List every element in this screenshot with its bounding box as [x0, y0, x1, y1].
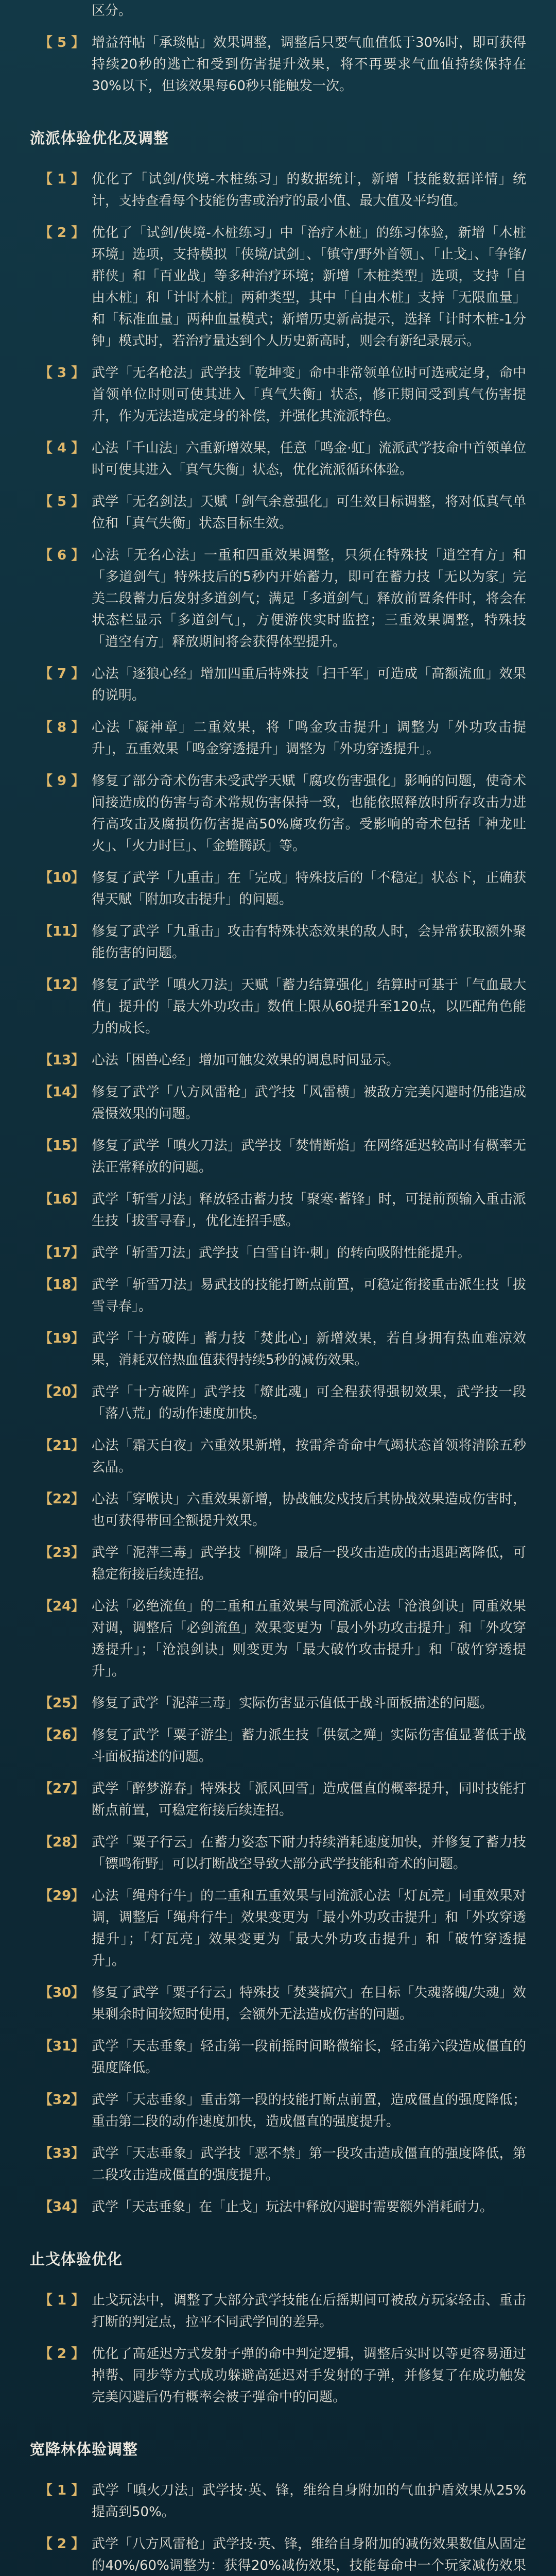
item-text: 修复了武学「八方风雷枪」武学技「风雷横」被敌方完美闪避时仍能造成震慑效果的问题。 — [92, 1084, 526, 1122]
item-text: 心法「必绝流鱼」的二重和五重效果与同流派心法「沧浪剑诀」同重效果对调，调整后「必剑流鱼」效果变更为「最小外功攻击提升」和「外攻穿透提升」；「沧浪剑诀」则变更为「最大破竹攻击提升」和「破竹穿透提升」。 — [92, 1599, 526, 1679]
item-number: 【28】 — [39, 1835, 85, 1850]
item-number: 【12】 — [39, 977, 85, 993]
item-text: 修复了武学「泥萍三毒」实际伤害显示值低于战斗面板描述的问题。 — [92, 1696, 494, 1711]
item-number: 【34】 — [39, 2199, 85, 2215]
item-number: 【22】 — [39, 1492, 85, 1507]
list-item — [30, 2143, 526, 2186]
item-text: 心法「千山法」六重新增效果，任意「鸣金·虹」流派武学技命中首领单位时可使其进入「真气失衡」状态，优化流派循环体验。 — [92, 440, 526, 478]
item-number: 【29】 — [39, 1888, 85, 1904]
item-number: 【 5 】 — [39, 494, 85, 510]
item-number: 【11】 — [39, 924, 85, 939]
item-text: 优化了高延迟方式发射子弹的命中判定逻辑，调整后实时以等更容易通过掉帮、同步等方式成功躲避高延迟对手发射的子弹，并修复了在成功触发完美闪避后仍有概率会被子弹命中的问题。 — [92, 2346, 526, 2405]
list-item — [30, 921, 526, 964]
item-number: 【13】 — [39, 1053, 85, 1068]
list-item — [30, 2480, 526, 2523]
list-item — [30, 974, 526, 1039]
item-text: 武学「天志垂象」轻击第一段前摇时间略微缩长，轻击第六段造成僵直的强度降低。 — [92, 2039, 526, 2076]
item-text: 心法「绳舟行牛」的二重和五重效果与同流派心法「灯瓦亮」同重效果对调，调整后「绳舟行牛」效果变更为「最小外功攻击提升」和「外攻穿透提升」；「灯瓦亮」效果变更为「最大外功攻击提升」和「破竹穿透提升」。 — [92, 1888, 526, 1969]
list-item — [30, 1328, 526, 1371]
item-number: 【 6 】 — [39, 548, 85, 563]
item-text: 修复了武学「九重击」在「完成」特殊技后的「不稳定」状态下，正确获得天赋「附加攻击提升」的问题。 — [92, 870, 526, 907]
item-text: 武学「天志垂象」武学技「恶不禁」第一段攻击造成僵直的强度降低，第二段攻击造成僵直的强度提升。 — [92, 2146, 526, 2183]
list-item — [30, 1242, 526, 1264]
list-item — [30, 362, 526, 427]
list-item — [30, 1778, 526, 1821]
list-item — [30, 1488, 526, 1532]
item-text: 心法「凝神章」二重效果，将「鸣金攻击提升」调整为「外功攻击提升」，五重效果「鸣金穿透提升」调整为「外功穿透提升」。 — [92, 720, 526, 757]
item-text: 武学「无名枪法」武学技「乾坤变」命中非常领单位时可选戒定身，命中首领单位时则可使其进入「真气失衡」状态，修正期间受到真气伤害提升，作为无法造成定身的补偿，并强化其流派特色。 — [92, 365, 526, 424]
item-text: 优化了「试剑/侠境-木桩练习」中「治疗木桩」的练习体验，新增「木桩环境」选项，支持模拟「侠境/试剑」、「镇守/野外首领」、「止戈」、「争锋/群侠」和「百业战」等多种治疗环境；新增「木桩类型」选项，支持「自由木桩」和「计时木桩」两种类型，其中「自由木桩」支持「无限血量」和「标准血量」两种血量模式；新增历史新高提示，选择「计时木桩-1分钟」模式时，若治疗量达到个人历史新高时，则会有新纪录展示。 — [92, 225, 526, 349]
list-item — [30, 867, 526, 910]
item-number: 【10】 — [39, 870, 85, 886]
item-text: 心法「穿喉诀」六重效果新增，协战触发戍技后其协战效果造成伤害时，也可获得带回全额提升效果。 — [92, 1492, 526, 1529]
list-item — [30, 1982, 526, 2025]
list-item — [30, 1596, 526, 1682]
list-item — [30, 491, 526, 534]
section-title: 流派体验优化及调整 — [30, 129, 169, 147]
item-number: 【14】 — [39, 1084, 85, 1100]
list-item — [30, 2290, 526, 2333]
item-number: 【26】 — [39, 1727, 85, 1743]
list-item — [30, 1542, 526, 1585]
item-number: 【32】 — [39, 2092, 85, 2108]
list-item — [30, 32, 526, 97]
item-text: 修复了武学「嗔火刀法」天赋「蓄力结算强化」结算时可基于「气血最大值」提升的「最大外功攻击」数值上限从60提升至120点，以匹配角色能力的成长。 — [92, 977, 526, 1036]
item-number: 【17】 — [39, 1245, 85, 1261]
item-text: 武学「斩雪刀法」武学技「白雪自许·刺」的转向吸附性能提升。 — [92, 1245, 471, 1261]
item-text: 武学「斩雪刀法」释放轻击蓄力技「聚寒·蓄锋」时，可提前预输入重击派生技「拔雪寻春」，优化连招手感。 — [92, 1192, 526, 1229]
list-item — [30, 437, 526, 481]
item-text: 武学「天志垂象」在「止戈」玩法中释放闪避时需要额外消耗耐力。 — [92, 2199, 494, 2215]
list-item — [30, 1692, 526, 1714]
section — [30, 127, 526, 2218]
item-number: 【30】 — [39, 1985, 85, 2001]
item-text: 修复了武学「粟子行云」特殊技「焚葵搞穴」在目标「失魂落魄/失魂」效果剩余时间较短时使用，会额外无法造成伤害的问题。 — [92, 1985, 526, 2022]
item-number: 【 2 】 — [39, 225, 85, 241]
item-number: 【20】 — [39, 1384, 85, 1400]
item-text: 武学「斩雪刀法」易武技的技能打断点前置，可稳定衔接重击派生技「拔雪寻春」。 — [92, 1277, 526, 1314]
item-number: 【33】 — [39, 2146, 85, 2161]
item-number: 【25】 — [39, 1696, 85, 1711]
item-text: 增益符帖「承琰帖」效果调整，调整后只要气血值低于30%时，即可获得持续20秒的逃亡和受到伤害提升效果，将不再要求气血值持续保持在30%以下，但该效果每60秒只能触发一次。 — [92, 35, 526, 94]
item-number: 【19】 — [39, 1331, 85, 1346]
list-item — [30, 1885, 526, 1972]
section — [30, 2438, 526, 2576]
item-number: 【18】 — [39, 1277, 85, 1293]
list-item — [30, 770, 526, 857]
sections-container — [30, 127, 526, 2576]
list-item — [30, 1049, 526, 1071]
item-number: 【 5 】 — [39, 35, 85, 50]
list-item — [30, 1081, 526, 1125]
item-number: 【 9 】 — [39, 773, 85, 789]
list-item — [30, 222, 526, 352]
section — [30, 2248, 526, 2408]
item-text: 武学「十方破阵」蓄力技「焚此心」新增效果，若自身拥有热血难凉效果，消耗双倍热血值获得持续5秒的减伤效果。 — [92, 1331, 526, 1368]
item-text: 心法「困兽心经」增加可触发效果的调息时间显示。 — [92, 1053, 400, 1068]
list-item — [30, 717, 526, 760]
item-text: 武学「无名剑法」天赋「剑气余意强化」可生效目标调整，将对低真气单位和「真气失衡」状态目标生效。 — [92, 494, 526, 531]
list-item — [30, 1435, 526, 1478]
item-text: 修复了武学「嗔火刀法」武学技「焚情断焰」在网络延迟较高时有概率无法正常释放的问题。 — [92, 1138, 526, 1175]
item-number: 【 4 】 — [39, 440, 85, 456]
item-text: 心法「霜天白夜」六重效果新增，按雷斧奇命中气竭状态首领将清除五秒玄晶。 — [92, 1438, 526, 1475]
item-number: 【23】 — [39, 1545, 85, 1561]
item-text: 修复了部分奇术伤害未受武学天赋「腐攻伤害强化」影响的问题，使奇术间接造成的伤害与奇术常规伤害保持一致，也能依照释放时所存攻击力进行高攻击及腐损伤伤害提高50%腐攻伤害。受影响的奇术包括「神龙吐火」、「火力时巨」、「金蟾腾跃」等。 — [92, 773, 526, 854]
item-text: 优化了「试剑/侠境-木桩练习」的数据统计，新增「技能数据详情」统计，支持查看每个技能伤害或治疗的最小值、最大值及平均值。 — [92, 172, 526, 209]
list-item — [30, 1381, 526, 1425]
item-text: 武学「十方破阵」武学技「燎此魂」可全程获得强韧效果，武学技一段「落八荒」的动作速度加快。 — [92, 1384, 526, 1421]
item-text: 武学「粟子行云」在蓄力姿态下耐力持续消耗速度加快，并修复了蓄力技「镖鸣衔野」可以打断战空导致大部分武学技能和奇术的问题。 — [92, 1835, 526, 1872]
section-title: 止戈体验优化 — [30, 2250, 123, 2268]
list-item — [30, 1832, 526, 1875]
list-item — [30, 1274, 526, 1317]
list-item — [30, 2036, 526, 2079]
list-item — [30, 2343, 526, 2408]
list-item — [30, 2196, 526, 2218]
item-number: 【 1 】 — [39, 2483, 85, 2498]
item-number: 【 2 】 — [39, 2536, 85, 2552]
continuation-text: 区分。 — [92, 3, 132, 19]
item-number: 【31】 — [39, 2039, 85, 2054]
item-number: 【 7 】 — [39, 666, 85, 682]
list-item — [30, 168, 526, 212]
list-item — [30, 545, 526, 653]
list-item — [30, 1189, 526, 1232]
item-number: 【27】 — [39, 1781, 85, 1797]
item-number: 【 3 】 — [39, 365, 85, 381]
item-text: 武学「嗔火刀法」武学技·英、锋，维给自身附加的气血护盾效果从25%提高到50%。 — [92, 2483, 526, 2520]
list-item — [30, 2089, 526, 2132]
item-number: 【16】 — [39, 1192, 85, 1207]
list-item — [30, 2533, 526, 2576]
item-number: 【21】 — [39, 1438, 85, 1453]
item-number: 【 1 】 — [39, 172, 85, 187]
item-number: 【 2 】 — [39, 2346, 85, 2362]
list-item — [30, 1724, 526, 1768]
section-title: 宽降林体验调整 — [30, 2441, 138, 2458]
item-text: 武学「泥萍三毒」武学技「柳降」最后一段攻击造成的击退距离降低，可稳定衔接后续连招。 — [92, 1545, 526, 1582]
list-item — [30, 1135, 526, 1178]
item-text: 心法「无名心法」一重和四重效果调整，只须在特殊技「逍空有方」和「多道剑气」特殊技后的5秒内开始蓄力，即可在蓄力技「无以为家」完美二段蓄力后发射多道剑气；满足「多道剑气」释放前置条件时，将会在状态栏显示「多道剑气」，方便游侠实时监控；三重效果调整，特殊技「逍空有方」释放期间将会获得体型提升。 — [92, 548, 526, 650]
item-text: 武学「醉梦游春」特殊技「派风回雪」造成僵直的概率提升，同时技能打断点前置，可稳定衔接后续连招。 — [92, 1781, 526, 1818]
item-number: 【 8 】 — [39, 720, 85, 735]
item-number: 【15】 — [39, 1138, 85, 1154]
item-text: 止戈玩法中，调整了大部分武学技能在后摇期间可被敌方玩家轻击、重击打断的判定点，拉平不同武学间的差异。 — [92, 2293, 526, 2330]
item-text: 武学「天志垂象」重击第一段的技能打断点前置，造成僵直的强度降低；重击第二段的动作速度加快，造成僵直的强度提升。 — [92, 2092, 526, 2129]
list-item — [30, 663, 526, 706]
item-text: 武学「八方风雷枪」武学技·英、锋，维给自身附加的减伤效果数值从固定的40%/60%调整为：获得20%减伤效果，技能每命中一个玩家减伤效果 — [92, 2536, 526, 2573]
item-number: 【24】 — [39, 1599, 85, 1614]
item-text: 修复了武学「九重击」攻击有特殊状态效果的敌人时，会异常获取额外聚能伤害的问题。 — [92, 924, 526, 961]
item-text: 心法「逐狼心经」增加四重后特殊技「扫千军」可造成「高额流血」效果的说明。 — [92, 666, 526, 703]
item-text: 修复了武学「粟子游尘」蓄力派生技「供氨之殚」实际伤害值显著低于战斗面板描述的问题。 — [92, 1727, 526, 1765]
item-number: 【 1 】 — [39, 2293, 85, 2308]
